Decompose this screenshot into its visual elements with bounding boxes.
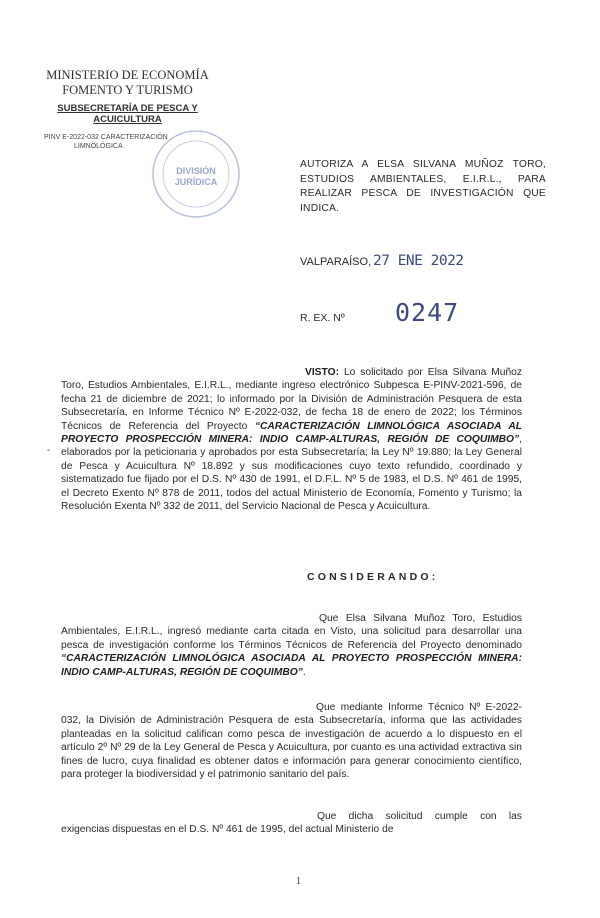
visto-project-title: “CARACTERIZACIÓN LIMNOLÓGICA ASOCIADA AL PROYECTO PROSPECCIÓN MINERA: INDIO CAMP-ALTURAS, REGIÓN DE COQUIMBO” bbox=[61, 420, 522, 446]
considerando-paragraph-2 bbox=[61, 701, 522, 781]
division-juridica-stamp bbox=[150, 128, 242, 220]
stamp-seal-icon bbox=[150, 128, 242, 220]
ministry-line-2: FOMENTO Y TURISMO bbox=[62, 83, 193, 97]
considerando-p1-text-b: . bbox=[302, 666, 306, 678]
place-city: VALPARAÍSO, bbox=[300, 256, 372, 268]
stamp-line-1: DIVISIÓN bbox=[176, 166, 216, 176]
resolution-label: R. EX. Nº bbox=[300, 312, 345, 324]
letterhead-subsecretaria bbox=[40, 103, 215, 125]
date-stamp: 27 ENE 2022 bbox=[373, 253, 464, 269]
considerando-p3-text: Que dicha solicitud cumple con las exigencias dispuestas en el D.S. Nº 461 de 1995, del actual Ministerio de bbox=[61, 811, 522, 836]
ministry-line-1: MINISTERIO DE ECONOMÍA bbox=[46, 68, 209, 82]
subsecretaria-line-2: ACUICULTURA bbox=[93, 114, 162, 125]
subsecretaria-line-1: SUBSECRETARÍA DE PESCA Y bbox=[57, 103, 198, 114]
visto-text-b: , elaborados por la peticionaria y aprobados por esta Subsecretaría; la Ley Nº 19.880; la Ley General de Pesca y Acuicultura Nº 18.892 y sus modificaciones cuyo texto refundido, coordinado y sistematizado fue fijado por el D.S. Nº 430 de 1991, el D.F.L. Nº 5 de 1983, el D.S. Nº 461 de 1995, el Decreto Exento Nº 878 de 2011, todos del actual Ministerio de Economía, Fomento y Turismo; la Resolución Exenta Nº 332 de 2011, del Servicio Nacional de Pesca y Acuicultura. bbox=[61, 434, 522, 513]
reference-line-2: LIMNOLÓGICA bbox=[74, 143, 123, 150]
considerando-p2-text: Que mediante Informe Técnico Nº E-2022-032, la División de Administración Pesquera de esta Subsecretaría, informa que las actividades planteadas en la solicitud califican como pesca de investigación de acuerdo a lo dispuesto en el artículo 2º Nº 29 de la Ley General de Pesca y Acuicultura, por cuanto es una actividad extractiva sin fines de lucro, cuya finalidad es obtener datos e información para generar conocimiento científico, para proteger la biodiversidad y el patrimonio sanitario del país. bbox=[61, 702, 522, 781]
visto-heading: VISTO: bbox=[305, 367, 339, 378]
visto-paragraph bbox=[61, 366, 522, 513]
reference-line-1: PINV E-2022-032 CARACTERIZACIÓN bbox=[44, 134, 168, 141]
stamp-line-2: JURÍDICA bbox=[174, 177, 218, 187]
visto-text-a: Lo solicitado por Elsa Silvana Muñoz Toro, Estudios Ambientales, E.I.R.L., mediante ingreso electrónico Subpesca E-PINV-2021-596, de fecha 21 de diciembre de 2021; lo informado por la División de Administración Pesquera de esta Subsecretaría, en Informe Técnico Nº E-2022-032, de fecha 18 de enero de 2022; los Términos Técnicos de Referencia del Proyecto bbox=[61, 367, 522, 432]
resolution-subject: AUTORIZA A ELSA SILVANA MUÑOZ TORO, ESTUDIOS AMBIENTALES, E.I.R.L., PARA REALIZAR PESCA DE INVESTIGACIÓN QUE INDICA. bbox=[300, 159, 546, 214]
page-number: 1 bbox=[296, 876, 301, 887]
considerando-paragraph-3 bbox=[61, 810, 522, 837]
considerando-heading: CONSIDERANDO: bbox=[307, 571, 439, 583]
considerando-paragraph-1 bbox=[61, 612, 522, 679]
considerando-p1-project: “CARACTERIZACIÓN LIMNOLÓGICA ASOCIADA AL PROYECTO PROSPECCIÓN MINERA: INDIO CAMP-ALTURAS, REGIÓN DE COQUIMBO” bbox=[61, 653, 522, 678]
letterhead-ministry bbox=[40, 68, 215, 98]
considerando-p1-text-a: Que Elsa Silvana Muñoz Toro, Estudios Ambientales, E.I.R.L., ingresó mediante carta citada en Visto, una solicitud para desarrollar una pesca de investigación conforme los Términos Técnicos de Referencia del Proyecto denominado bbox=[61, 613, 522, 651]
margin-mark: - bbox=[47, 445, 51, 456]
resolution-number: 0247 bbox=[395, 298, 460, 327]
